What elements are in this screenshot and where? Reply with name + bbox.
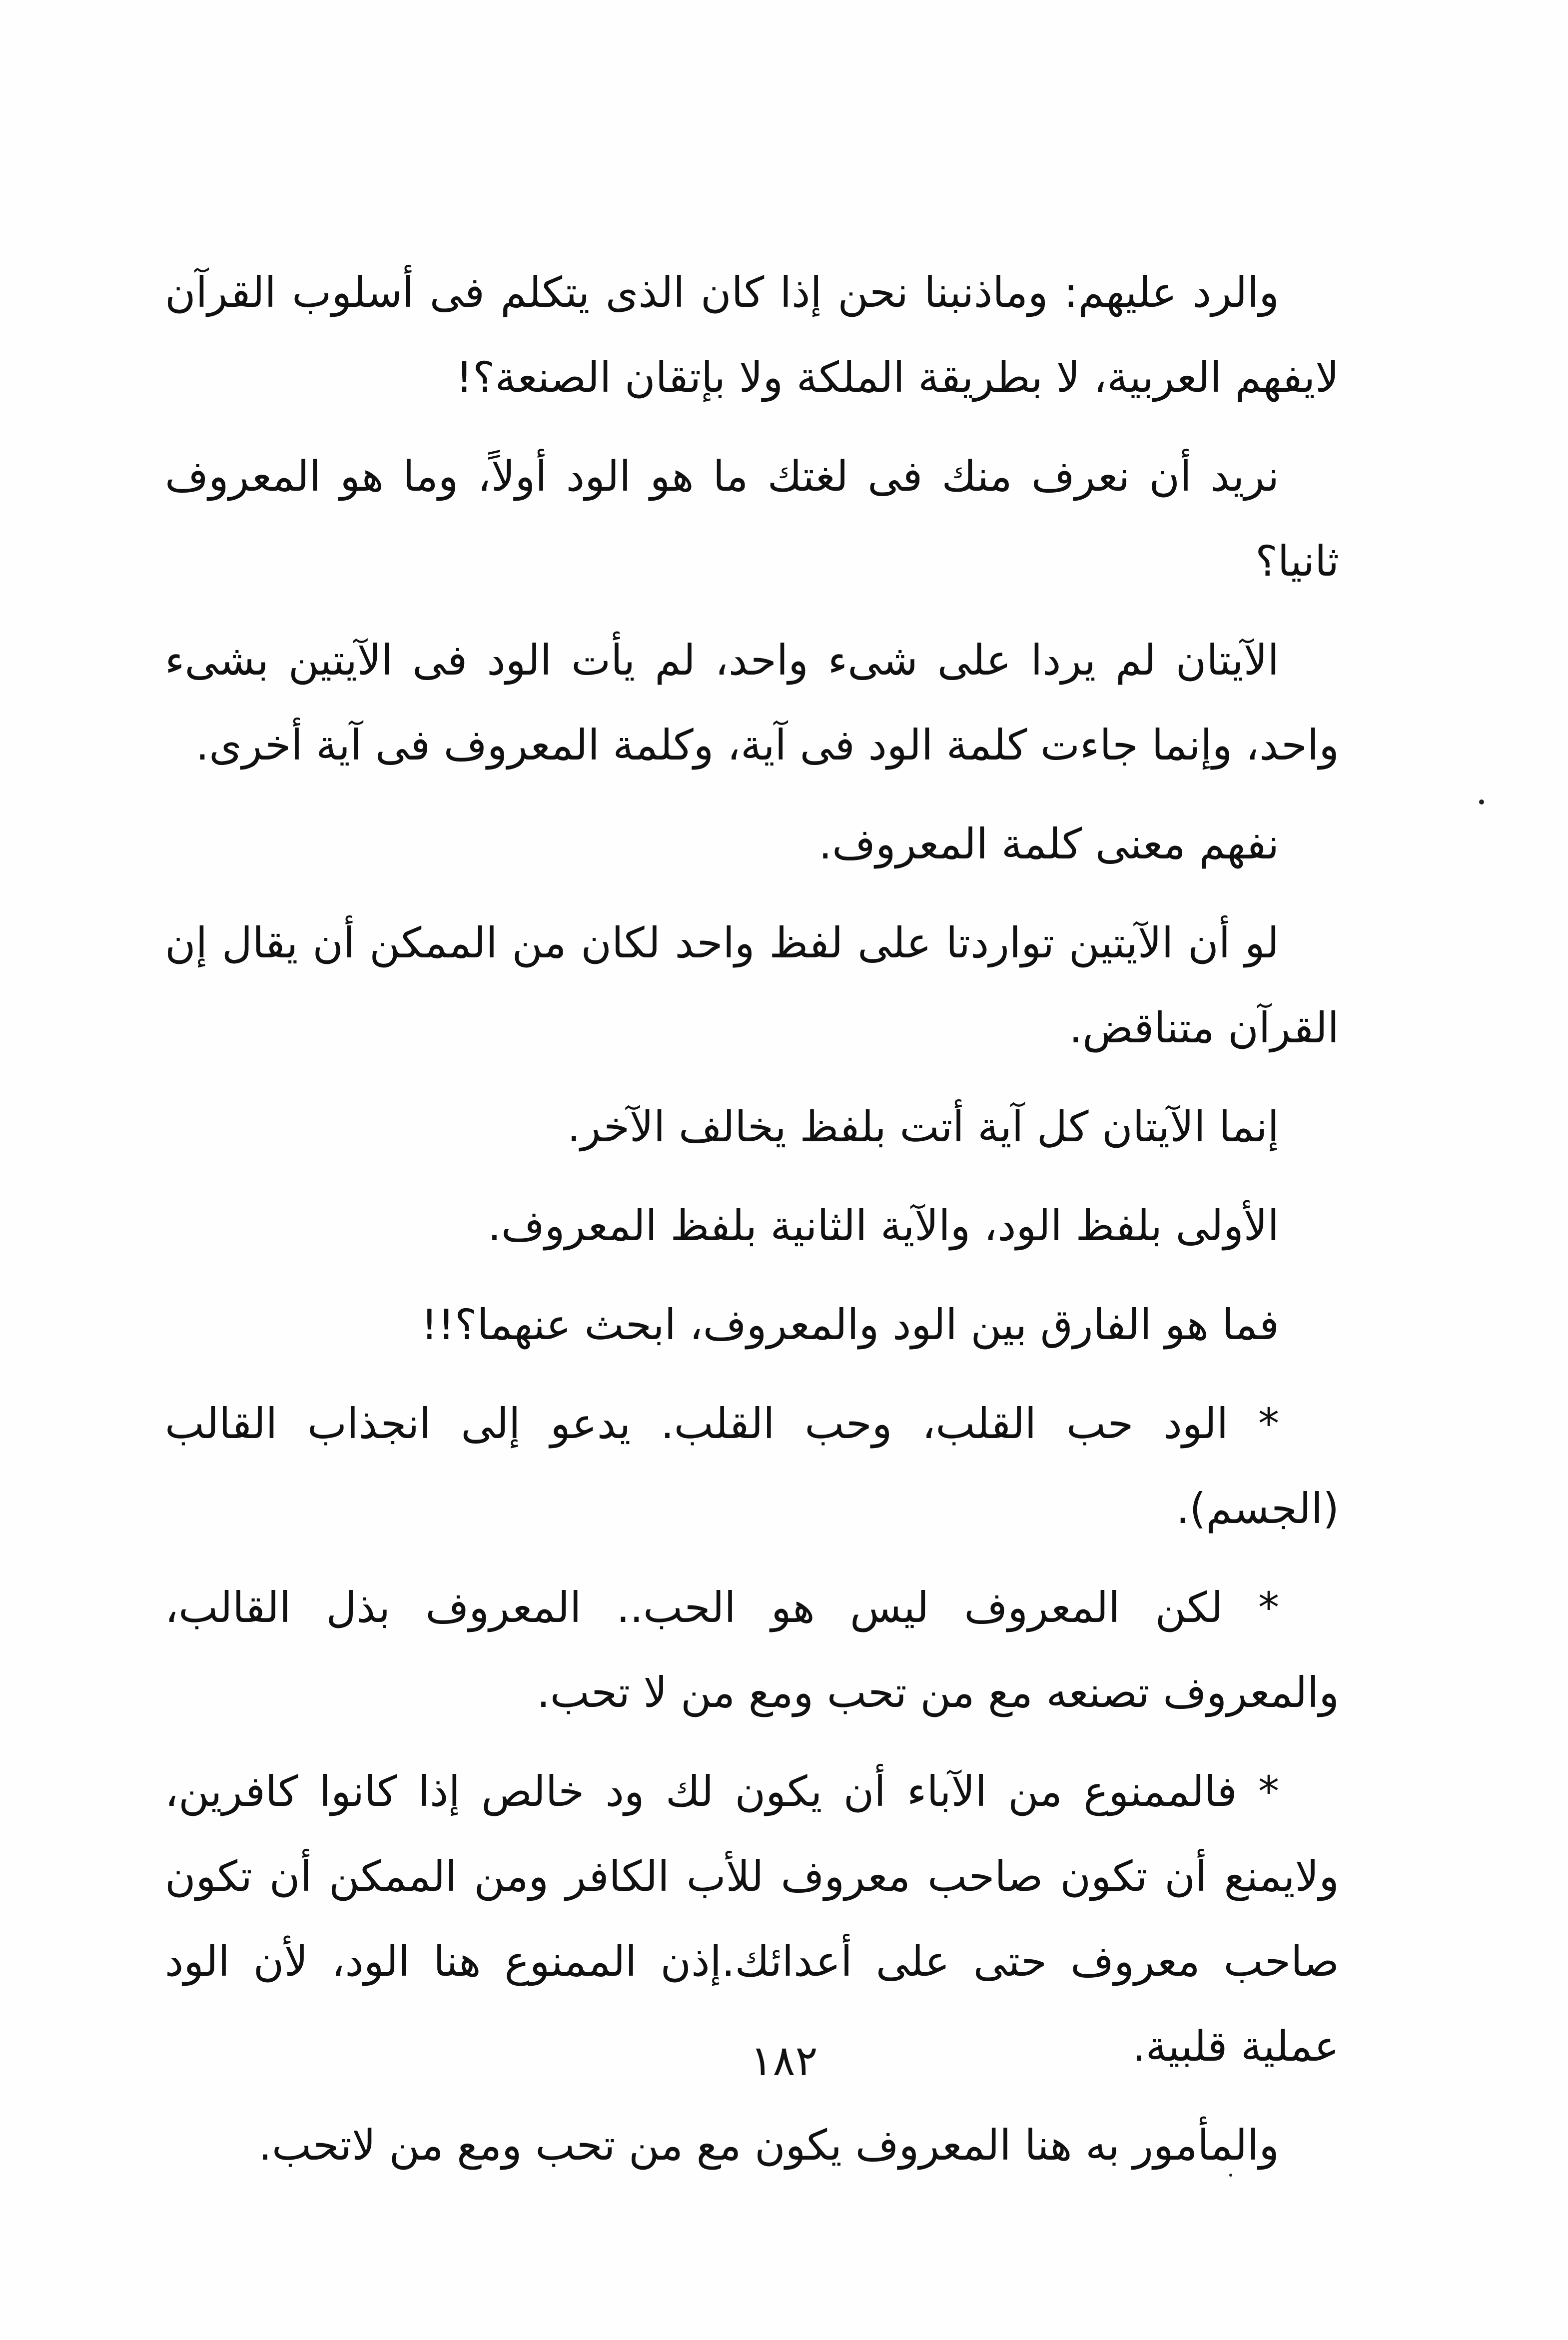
paragraph-6: إنما الآيتان كل آية أتت بلفظ يخالف الآخر. [567,1102,1279,1151]
paragraph-5: لو أن الآيتين تواردتا على لفظ واحد لكان من الممكن أن يقال إن القرآن متناقض. [165,918,1339,1052]
paragraph-11: * فالممنوع من الآباء أن يكون لك ود خالص إذا كانوا كافرين، ولايمنع أن تكون صاحب معروف للأب الكافر ومن الممكن أن تكون صاحب معروف حتى على أعدائك.إذن الممنوع هنا الود، لأن الود عملية قلبية. [165,1767,1339,2071]
paragraph-8: فما هو الفارق بين الود والمعروف، ابحث عنهما؟!! [421,1300,1279,1349]
paragraph-4: نفهم معنى كلمة المعروف. [818,819,1279,868]
paragraph-2: نريد أن نعرف منك فى لغتك ما هو الود أولاً، وما هو المعروف ثانيا؟ [165,452,1339,586]
scan-speck [1229,2174,1232,2177]
paragraph-3: الآيتان لم يردا على شىء واحد، لم يأت الود فى الآيتين بشىء واحد، وإنما جاءت كلمة الود فى آية، وكلمة المعروف فى آية أخرى. [165,636,1339,770]
paragraph-12: والمأمور به هنا المعروف يكون مع من تحب ومع من لاتحب. [258,2121,1279,2170]
paragraph-1: والرد عليهم: وماذنبنا نحن إذا كان الذى يتكلم فى أسلوب القرآن لايفهم العربية، لا بطريقة الملكة ولا بإتقان الصنعة؟! [165,268,1339,402]
page-number: ١٨٢ [750,2036,818,2085]
paragraph-7: الأولى بلفظ الود، والآية الثانية بلفظ المعروف. [488,1201,1279,1250]
scan-speck [1479,799,1484,804]
paragraph-10: * لكن المعروف ليس هو الحب.. المعروف بذل القالب، والمعروف تصنعه مع من تحب ومع من لا تحب. [165,1583,1339,1717]
paragraph-9: * الود حب القلب، وحب القلب. يدعو إلى انجذاب القالب (الجسم). [165,1399,1339,1533]
body-text [165,250,1339,2202]
